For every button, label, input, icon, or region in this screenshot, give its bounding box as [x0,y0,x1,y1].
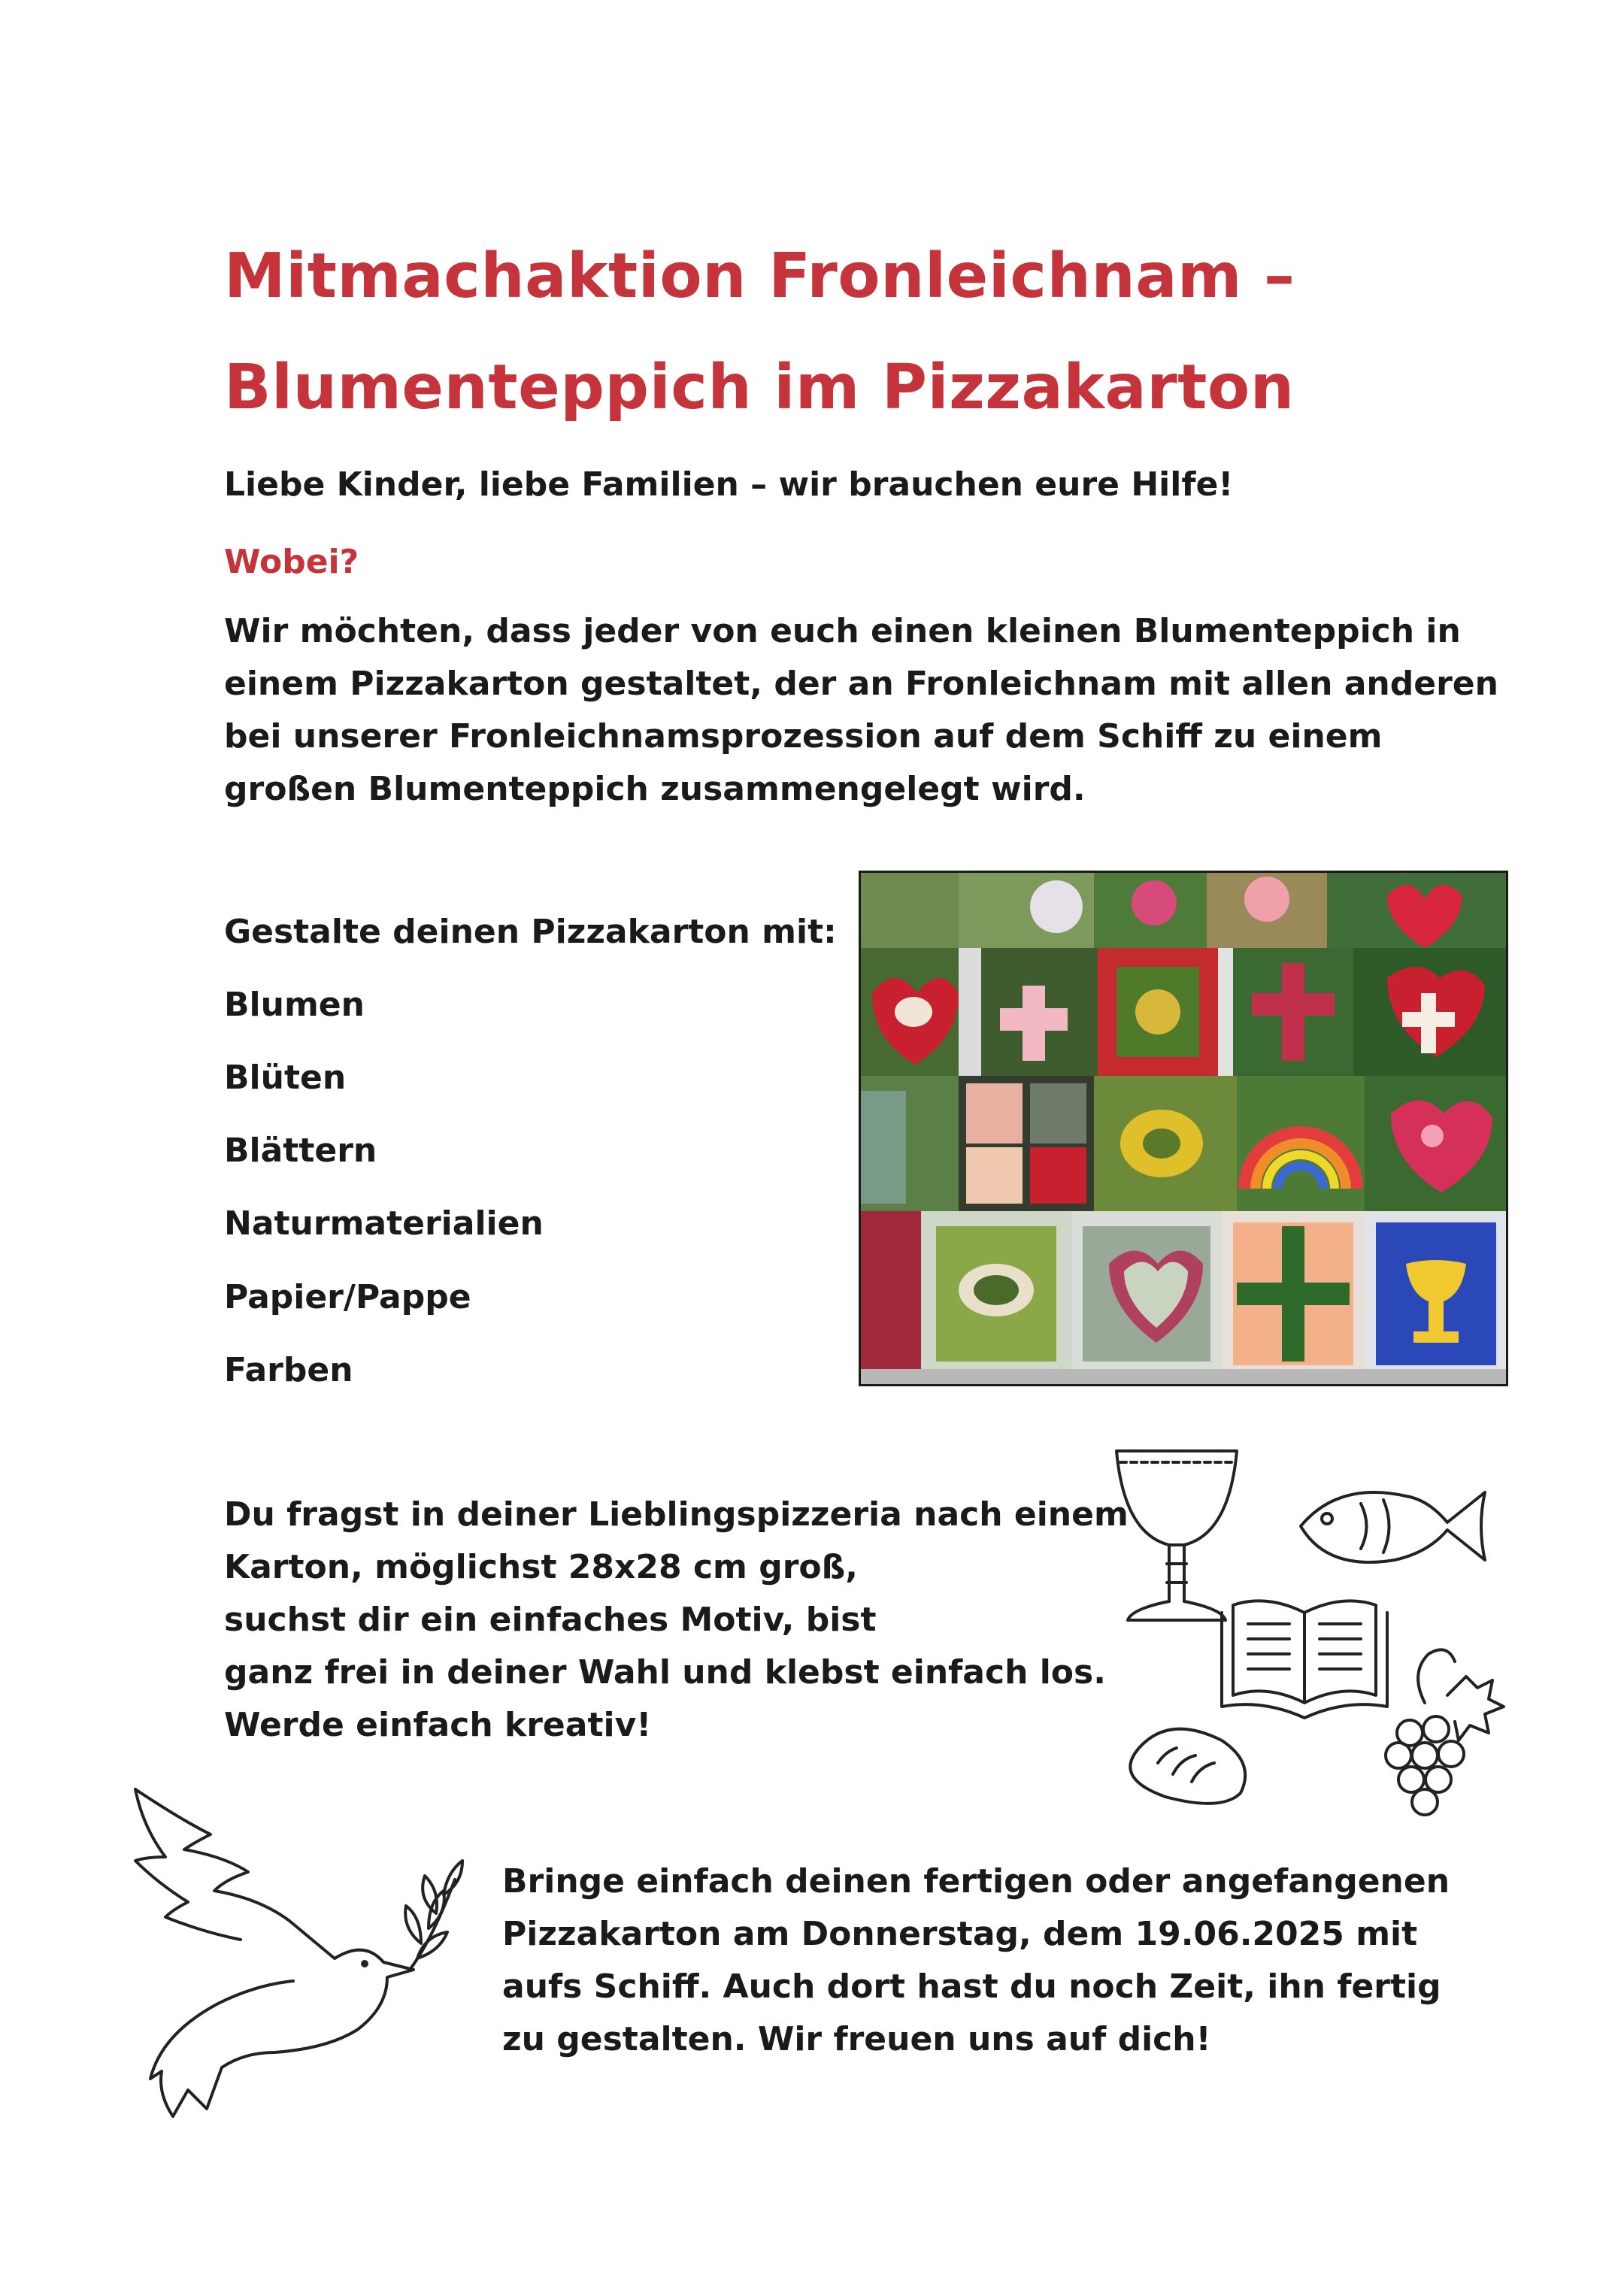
question-heading: Wobei? [224,543,359,581]
page-title-line-2: Blumenteppich im Pizzakarton [224,352,1295,423]
materials-item: Blättern [224,1131,377,1170]
bread-icon [1124,1718,1252,1816]
materials-item: Papier/Pappe [224,1278,471,1316]
instructions-line: Werde einfach kreativ! [224,1706,652,1744]
materials-item: Farben [224,1351,353,1389]
flower-carpet-photo [859,871,1508,1386]
intro-line: einem Pizzakarton gestaltet, der an Fronleichnam mit allen anderen [224,665,1498,703]
greeting: Liebe Kinder, liebe Familien – wir brauchen eure Hilfe! [224,465,1234,504]
materials-item: Blumen [224,986,365,1024]
instructions-line: suchst dir ein einfaches Motiv, bist [224,1601,877,1639]
intro-line: bei unserer Fronleichnamsprozession auf dem Schiff zu einem [224,717,1383,756]
fish-icon [1293,1477,1496,1575]
materials-heading: Gestalte deinen Pizzakarton mit: [224,913,837,951]
closing-paragraph [502,1855,1450,2066]
dove-icon [105,1767,496,2143]
intro-line: großen Blumenteppich zusammengelegt wird. [224,770,1086,808]
closing-line: zu gestalten. Wir freuen uns auf dich! [502,2020,1211,2058]
intro-paragraph [224,605,1498,816]
materials-item: Blüten [224,1059,347,1097]
instructions-paragraph [224,1489,1129,1752]
grapes-icon [1365,1643,1515,1823]
closing-line: aufs Schiff. Auch dort hast du noch Zeit, ihn fertig [502,1967,1441,2006]
instructions-line: Du fragst in deiner Lieblingspizzeria nach einem [224,1495,1129,1534]
page-title-line-1: Mitmachaktion Fronleichnam – [224,241,1295,312]
instructions-line: Karton, möglichst 28x28 cm groß, [224,1548,858,1586]
intro-line: Wir möchten, dass jeder von euch einen kleinen Blumenteppich in [224,612,1461,650]
closing-line: Pizzakarton am Donnerstag, dem 19.06.2025 mit [502,1915,1418,1953]
instructions-line: ganz frei in deiner Wahl und klebst einfach los. [224,1653,1106,1692]
closing-line: Bringe einfach deinen fertigen oder angefangenen [502,1862,1450,1901]
materials-item: Naturmaterialien [224,1204,544,1243]
